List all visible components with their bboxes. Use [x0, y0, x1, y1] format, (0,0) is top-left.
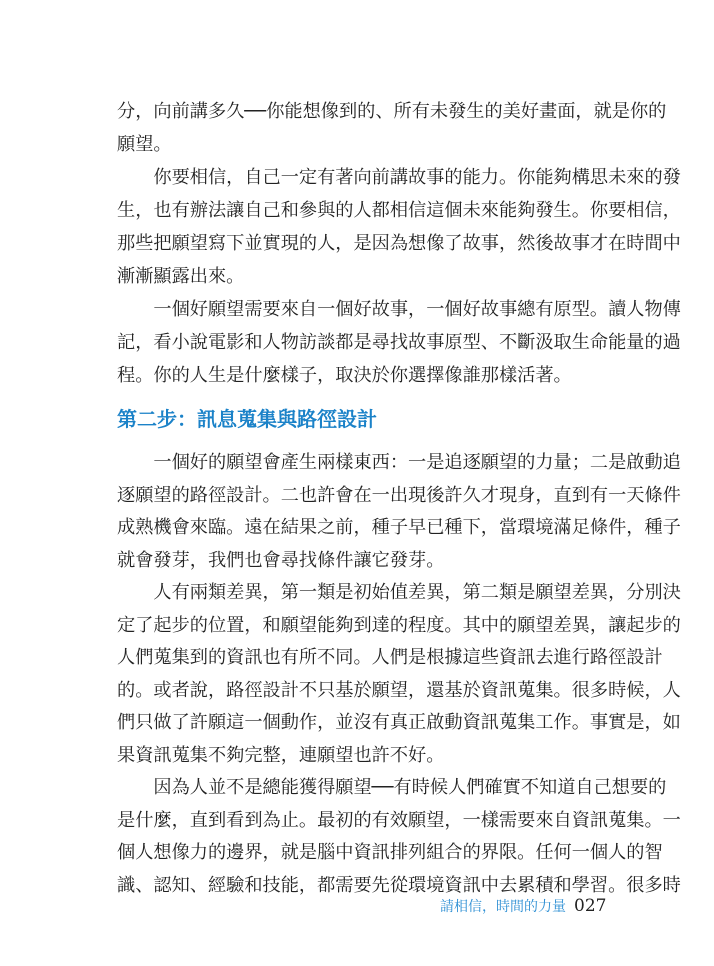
body-text-line: 們只做了許願這一個動作，並沒有真正啟動資訊蒐集工作。事實是，如 [117, 712, 681, 733]
body-text-line: 人們蒐集到的資訊也有所不同。人們是根據這些資訊去進行路徑設計 [117, 647, 663, 668]
body-text-line: 就會發芽，我們也會尋找條件讓它發芽。 [117, 549, 445, 571]
page-number: 027 [574, 896, 607, 916]
body-text-line: 那些把願望寫下並實現的人，是因為想像了故事，然後故事才在時間中 [117, 233, 681, 254]
body-text-line: 逐願望的路徑設計。二也許會在一出現後許久才現身，直到有一天條件 [117, 484, 681, 506]
body-text-line: 一個好的願望會產生兩樣東西：一是追逐願望的力量；二是啟動追 [117, 452, 681, 473]
body-text-line: 你要相信，自己一定有著向前講故事的能力。你能夠構思未來的發 [117, 167, 681, 188]
body-text-line: 人有兩類差異，第一類是初始值差異，第二類是願望差異，分別決 [117, 582, 681, 603]
body-text-line: 成熟機會來臨。遠在結果之前，種子早已種下，當環境滿足條件，種子 [117, 517, 681, 538]
body-text-line: 定了起步的位置，和願望能夠到達的程度。其中的願望差異，讓起步的 [117, 614, 681, 636]
body-text-line: 的。或者說，路徑設計不只基於願望，還基於資訊蒐集。很多時候，人 [117, 679, 681, 701]
body-text-line: 生，也有辦法讓自己和參與的人都相信這個未來能夠發生。你要相信， [117, 200, 681, 221]
body-text-line: 果資訊蒐集不夠完整，連願望也許不好。 [117, 744, 445, 766]
body-text-line: 個人想像力的邊界，就是腦中資訊排列組合的界限。任何一個人的智 [117, 842, 663, 863]
body-text-line: 因為人並不是總能獲得願望──有時候人們確實不知道自己想要的 [117, 777, 667, 798]
body-text-line: 是什麼，直到看到為止。最初的有效願望，一樣需要來自資訊蒐集。一 [117, 809, 681, 831]
body-text-line: 記，看小說電影和人物訪談都是尋找故事原型、不斷汲取生命能量的過 [117, 332, 681, 353]
running-footer-title: 請相信，時間的力量 [440, 899, 566, 915]
body-text-line: 願望。 [117, 134, 172, 155]
body-text-line: 識、認知、經驗和技能，都需要先從環境資訊中去累積和學習。很多時 [117, 874, 681, 896]
body-text-line: 漸漸顯露出來。 [117, 266, 245, 287]
body-text-line: 一個好願望需要來自一個好故事，一個好故事總有原型。讀人物傳 [117, 299, 681, 320]
body-text-line: 程。你的人生是什麼樣子，取決於你選擇像誰那樣活著。 [117, 365, 572, 386]
section-heading: 第二步：訊息蒐集與路徑設計 [117, 407, 377, 431]
body-text-line: 分，向前講多久──你能想像到的、所有未發生的美好畫面，就是你的 [117, 101, 667, 122]
